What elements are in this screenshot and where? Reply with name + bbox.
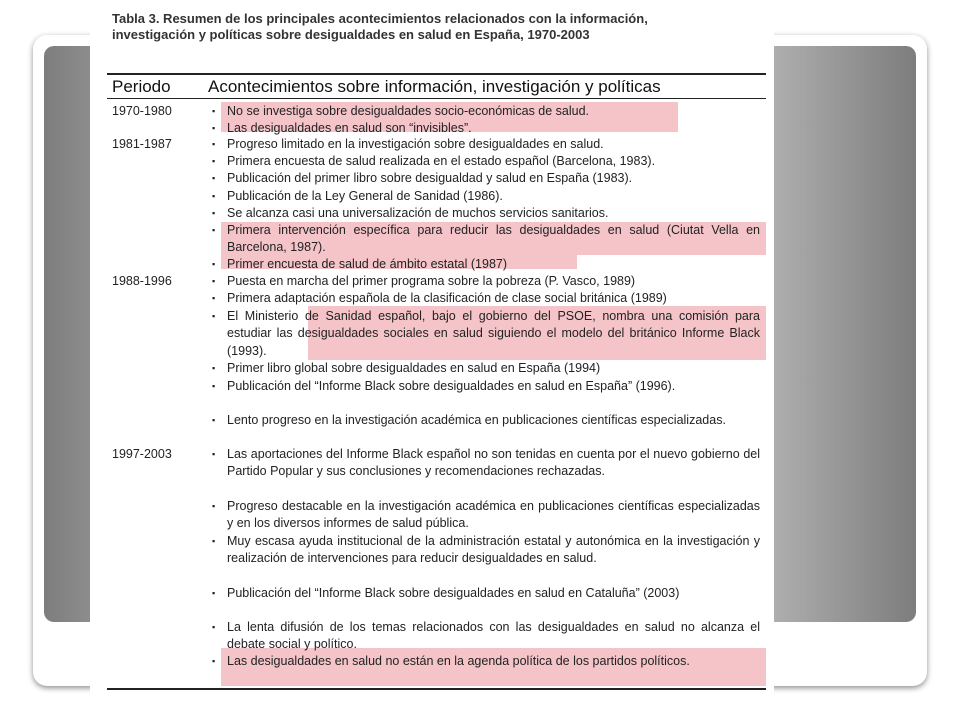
event-item xyxy=(212,120,760,137)
event-item xyxy=(212,446,760,481)
event-text: Publicación de la Ley General de Sanidad (1986). xyxy=(227,189,503,203)
event-text: Primera encuesta de salud realizada en el estado español (Barcelona, 1983). xyxy=(227,154,656,168)
bullet-icon: ▪ xyxy=(212,536,216,546)
event-item xyxy=(212,188,760,205)
event-text: Publicación del “Informe Black sobre desigualdades en salud en Cataluña” (2003) xyxy=(227,586,680,600)
event-text: El Ministerio de Sanidad español, bajo el gobierno del PSOE, nombra una comisión para estudiar las desigualdades sociales en salud siguiendo el modelo del británico Informe Black (1993). xyxy=(227,309,760,358)
bullet-icon: ▪ xyxy=(212,225,216,235)
period-label: 1997-2003 xyxy=(112,447,172,461)
event-text: Las aportaciones del Informe Black español no son tenidas en cuenta por el nuevo gobierno del Partido Popular y sus conclusiones y recomendaciones rechazadas. xyxy=(227,447,760,479)
event-item xyxy=(212,290,760,307)
bullet-icon: ▪ xyxy=(212,139,216,149)
bullet-icon: ▪ xyxy=(212,363,216,373)
event-item xyxy=(212,273,760,290)
bullet-icon: ▪ xyxy=(212,259,216,269)
header-period: Periodo xyxy=(112,77,171,96)
event-item xyxy=(212,533,760,568)
bullet-icon: ▪ xyxy=(212,173,216,183)
document-page xyxy=(90,0,774,700)
event-item xyxy=(212,653,760,670)
bullet-icon: ▪ xyxy=(212,415,216,425)
event-item xyxy=(212,256,760,273)
event-item xyxy=(212,170,760,187)
event-text: Primera adaptación española de la clasificación de clase social británica (1989) xyxy=(227,291,667,305)
bullet-icon: ▪ xyxy=(212,449,216,459)
event-text: Muy escasa ayuda institucional de la administración estatal y autonómica en la investigación y realización de intervenciones para reducir desigualdades en salud. xyxy=(227,534,760,566)
event-text: Puesta en marcha del primer programa sobre la pobreza (P. Vasco, 1989) xyxy=(227,274,636,288)
event-text: Primera intervención específica para reducir las desigualdades en salud (Ciutat Vella en Barcelona, 1987). xyxy=(227,223,760,255)
event-text: Primer libro global sobre desigualdades en salud en España (1994) xyxy=(227,361,601,375)
event-item xyxy=(212,412,760,429)
bullet-icon: ▪ xyxy=(212,276,216,286)
bullet-icon: ▪ xyxy=(212,311,216,321)
event-text: Se alcanza casi una universalización de muchos servicios sanitarios. xyxy=(227,206,609,220)
bullet-icon: ▪ xyxy=(212,106,216,116)
event-text: Las desigualdades en salud no están en la agenda política de los partidos políticos. xyxy=(227,654,690,668)
bullet-icon: ▪ xyxy=(212,156,216,166)
table-top-rule xyxy=(107,73,766,75)
event-item xyxy=(212,619,760,654)
event-text: Progreso destacable en la investigación académica en publicaciones científicas especializadas y en los diversos informes de salud pública. xyxy=(227,499,760,531)
event-text: Lento progreso en la investigación académica en publicaciones científicas especializadas. xyxy=(227,413,726,427)
event-item xyxy=(212,222,760,257)
event-item xyxy=(212,360,760,377)
table-header-rule xyxy=(107,98,766,99)
event-text: Las desigualdades en salud son “invisibles”. xyxy=(227,121,472,135)
bullet-icon: ▪ xyxy=(212,588,216,598)
event-item xyxy=(212,103,760,120)
event-text: Primer encuesta de salud de ámbito estatal (1987) xyxy=(227,257,508,271)
event-text: La lenta difusión de los temas relacionados con las desigualdades en salud no alcanza el debate social y político. xyxy=(227,620,760,652)
bullet-icon: ▪ xyxy=(212,123,216,133)
bullet-icon: ▪ xyxy=(212,501,216,511)
bullet-icon: ▪ xyxy=(212,208,216,218)
bullet-icon: ▪ xyxy=(212,381,216,391)
table-title-line-1: Tabla 3. Resumen de los principales acontecimientos relacionados con la información, xyxy=(112,11,648,26)
period-label: 1981-1987 xyxy=(112,137,172,151)
event-item xyxy=(212,308,760,360)
bullet-icon: ▪ xyxy=(212,293,216,303)
bullet-icon: ▪ xyxy=(212,191,216,201)
event-text: Progreso limitado en la investigación sobre desigualdades en salud. xyxy=(227,137,604,151)
event-text: Publicación del primer libro sobre desigualdad y salud en España (1983). xyxy=(227,171,633,185)
event-item xyxy=(212,585,760,602)
event-item xyxy=(212,205,760,222)
period-label: 1988-1996 xyxy=(112,274,172,288)
event-item xyxy=(212,498,760,533)
event-item xyxy=(212,378,760,395)
event-text: Publicación del “Informe Black sobre desigualdades en salud en España” (1996). xyxy=(227,379,676,393)
period-label: 1970-1980 xyxy=(112,104,172,118)
bullet-icon: ▪ xyxy=(212,656,216,666)
event-item xyxy=(212,136,760,153)
header-events: Acontecimientos sobre información, investigación y políticas xyxy=(208,77,661,96)
bullet-icon: ▪ xyxy=(212,622,216,632)
event-item xyxy=(212,153,760,170)
event-text: No se investiga sobre desigualdades socio-económicas de salud. xyxy=(227,104,590,118)
table-title xyxy=(112,11,762,43)
table-bottom-rule xyxy=(107,688,766,690)
table-title-line-2: investigación y políticas sobre desigualdades en salud en España, 1970-2003 xyxy=(112,27,590,42)
